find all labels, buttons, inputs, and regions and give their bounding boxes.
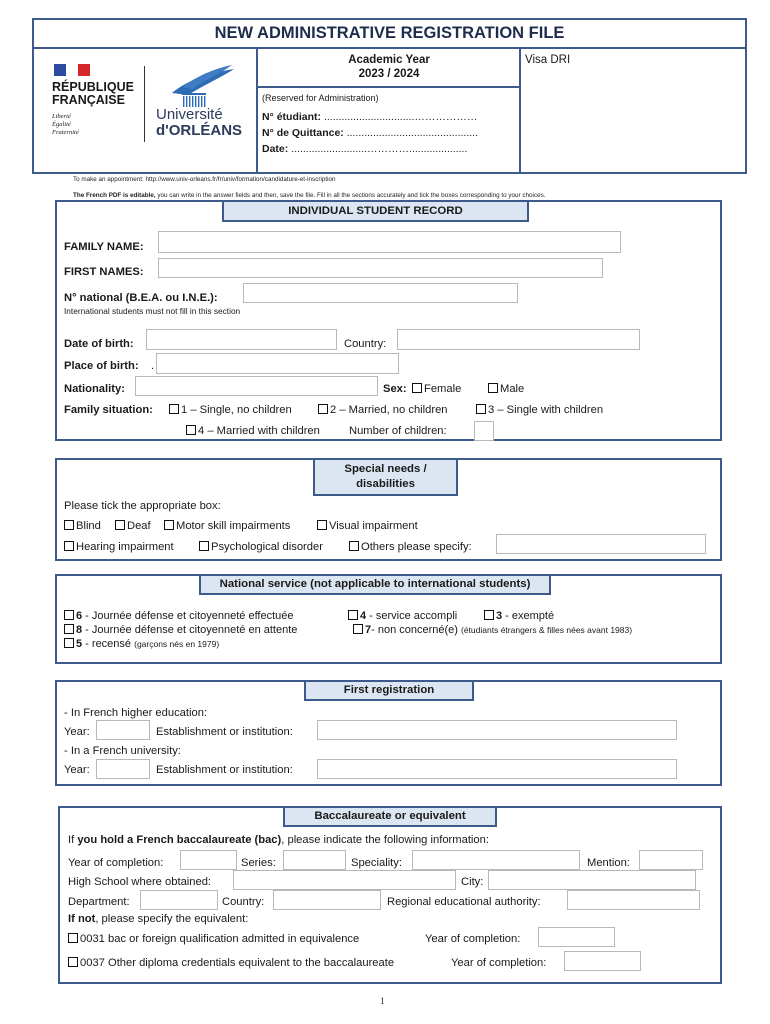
special-needs-title-line1: Special needs / bbox=[344, 463, 427, 476]
motor-checkbox[interactable] bbox=[164, 520, 174, 530]
sex-male-option[interactable] bbox=[488, 383, 524, 395]
male-checkbox[interactable] bbox=[488, 383, 498, 393]
service-option-6[interactable] bbox=[64, 610, 294, 622]
option-0037-year-label: Year of completion: bbox=[451, 957, 547, 969]
academic-year-label: Academic Year bbox=[348, 54, 430, 66]
date-dots: ..........................………….................... bbox=[291, 143, 468, 155]
university-emblem-icon bbox=[152, 63, 240, 109]
if-not-line bbox=[68, 913, 248, 925]
others-option[interactable] bbox=[349, 541, 472, 553]
university-year-field[interactable] bbox=[96, 759, 150, 779]
first-registration-title: First registration bbox=[304, 680, 474, 701]
service-7-num: 7 bbox=[365, 624, 372, 636]
university-establishment-label: Establishment or institution: bbox=[156, 764, 293, 776]
if-not-bold: If not bbox=[68, 913, 96, 925]
place-of-birth-label: Place of birth: bbox=[64, 360, 139, 372]
motor-option[interactable] bbox=[164, 520, 290, 532]
republique-logo bbox=[52, 64, 134, 137]
bac-year-label: Year of completion: bbox=[68, 857, 164, 869]
number-of-children-label: Number of children: bbox=[349, 425, 447, 437]
family-option-1[interactable] bbox=[169, 404, 292, 416]
family-option-2[interactable] bbox=[318, 404, 448, 416]
service-5-num: 5 bbox=[76, 638, 83, 650]
bac-series-label: Series: bbox=[241, 857, 276, 869]
sex-female-option[interactable] bbox=[412, 383, 461, 395]
page-title: NEW ADMINISTRATIVE REGISTRATION FILE bbox=[214, 24, 565, 42]
service-5-label: - recensé bbox=[82, 638, 132, 650]
motor-label: Motor skill impairments bbox=[176, 520, 291, 532]
deaf-option[interactable] bbox=[115, 520, 151, 532]
service-4-checkbox[interactable] bbox=[348, 610, 358, 620]
quittance-dots: ............................................. bbox=[346, 127, 478, 139]
appointment-note[interactable]: To make an appointment: http://www.univ-orleans.fr/fr/univ/formation/candidature-et-inscription bbox=[73, 176, 336, 183]
service-option-4[interactable] bbox=[348, 610, 457, 622]
service-4-label: - service accompli bbox=[366, 610, 458, 622]
bac-speciality-field[interactable] bbox=[412, 850, 580, 870]
special-needs-instruction: Please tick the appropriate box: bbox=[64, 500, 221, 512]
service-7-label: - non concerné(e) bbox=[371, 624, 458, 636]
student-number-line bbox=[262, 111, 477, 123]
option-0031[interactable] bbox=[68, 933, 359, 945]
family-option-1-label: 1 – Single, no children bbox=[181, 404, 292, 416]
service-option-8[interactable] bbox=[64, 624, 297, 636]
family-option-2-checkbox[interactable] bbox=[318, 404, 328, 414]
higher-ed-year-label: Year: bbox=[64, 726, 90, 738]
service-3-num: 3 bbox=[496, 610, 503, 622]
logo-separator bbox=[144, 66, 145, 142]
special-needs-title bbox=[313, 458, 458, 496]
academic-year-value: 2023 / 2024 bbox=[358, 68, 420, 80]
header-divider bbox=[256, 47, 258, 174]
female-label: Female bbox=[424, 383, 462, 395]
reserved-note: (Reserved for Administration) bbox=[262, 93, 379, 103]
page-number: 1 bbox=[380, 996, 385, 1006]
option-0037-label: 0037 Other diploma credentials equivalent to the baccalaureate bbox=[80, 957, 395, 969]
hearing-checkbox[interactable] bbox=[64, 541, 74, 551]
date-of-birth-label: Date of birth: bbox=[64, 338, 134, 350]
bac-speciality-label: Speciality: bbox=[351, 857, 402, 869]
family-name-field[interactable] bbox=[158, 231, 621, 253]
family-name-label: FAMILY NAME: bbox=[64, 241, 144, 253]
service-7-checkbox[interactable] bbox=[353, 624, 363, 634]
place-of-birth-field[interactable] bbox=[156, 353, 399, 374]
date-of-birth-field[interactable] bbox=[146, 329, 337, 350]
female-checkbox[interactable] bbox=[412, 383, 422, 393]
republique-line2: FRANÇAISE bbox=[52, 93, 125, 107]
quittance-label: N° de Quittance: bbox=[262, 127, 344, 139]
option-0031-year-label: Year of completion: bbox=[425, 933, 521, 945]
visa-label: Visa DRI bbox=[525, 54, 571, 66]
others-checkbox[interactable] bbox=[349, 541, 359, 551]
male-label: Male bbox=[500, 383, 525, 395]
pdf-note-text: you can write in the answer fields and then, save the file. Fill in all the sections accurately and tick the boxes corresponding to your choices. bbox=[155, 192, 546, 199]
family-option-3-checkbox[interactable] bbox=[476, 404, 486, 414]
family-option-4-checkbox[interactable] bbox=[186, 425, 196, 435]
family-option-2-label: 2 – Married, no children bbox=[330, 404, 448, 416]
bac-mention-label: Mention: bbox=[587, 857, 630, 869]
higher-ed-year-field[interactable] bbox=[96, 720, 150, 740]
pdf-note-bold: The French PDF is editable, bbox=[73, 192, 156, 199]
service-6-checkbox[interactable] bbox=[64, 610, 74, 620]
nationality-label: Nationality: bbox=[64, 383, 125, 395]
motto-line: Égalité bbox=[52, 121, 71, 128]
bac-intro-post: , please indicate the following information: bbox=[281, 834, 489, 846]
blind-option[interactable] bbox=[64, 520, 101, 532]
family-option-1-checkbox[interactable] bbox=[169, 404, 179, 414]
individual-section-title: INDIVIDUAL STUDENT RECORD bbox=[222, 200, 529, 222]
student-number-dots: ...............................……………… bbox=[323, 111, 478, 123]
first-names-field[interactable] bbox=[158, 258, 603, 278]
student-number-label: N° étudiant: bbox=[262, 111, 322, 123]
university-line1: Université bbox=[156, 106, 223, 123]
university-line2: d'ORLÉANS bbox=[156, 122, 243, 139]
visual-label: Visual impairment bbox=[329, 520, 418, 532]
psych-checkbox[interactable] bbox=[199, 541, 209, 551]
country-label: Country: bbox=[344, 338, 387, 350]
family-option-3-label: 3 – Single with children bbox=[488, 404, 604, 416]
hearing-label: Hearing impairment bbox=[76, 541, 174, 553]
number-of-children-field[interactable] bbox=[474, 421, 494, 441]
psych-option[interactable] bbox=[199, 541, 323, 553]
header-divider bbox=[256, 86, 521, 88]
service-6-label: - Journée défense et citoyenneté effectuée bbox=[82, 610, 294, 622]
city-field[interactable] bbox=[488, 870, 696, 890]
option-0031-year-field[interactable] bbox=[538, 927, 615, 947]
place-of-birth-suffix: . bbox=[151, 360, 155, 372]
university-establishment-field[interactable] bbox=[317, 759, 677, 779]
bac-country-label: Country: bbox=[222, 896, 265, 908]
option-0037-year-field[interactable] bbox=[564, 951, 641, 971]
family-situation-label: Family situation: bbox=[64, 404, 153, 416]
others-specify-field[interactable] bbox=[496, 534, 706, 554]
higher-ed-label: - In French higher education: bbox=[64, 707, 208, 719]
national-number-field[interactable] bbox=[243, 283, 518, 303]
national-service-title: National service (not applicable to international students) bbox=[199, 574, 551, 595]
bac-intro-bold: you hold a French baccalaureate (bac) bbox=[77, 834, 282, 846]
department-field[interactable] bbox=[140, 890, 218, 910]
city-label: City: bbox=[461, 876, 484, 888]
bac-intro bbox=[68, 834, 489, 846]
university-logo bbox=[152, 63, 243, 145]
service-7-note: (étudiants étrangers & filles nées avant 1983) bbox=[461, 625, 633, 635]
option-0031-label: 0031 bac or foreign qualification admitted in equivalence bbox=[80, 933, 360, 945]
service-option-7[interactable] bbox=[353, 624, 632, 636]
if-not-rest: , please specify the equivalent: bbox=[95, 913, 249, 925]
high-school-label: High School where obtained: bbox=[68, 876, 212, 888]
higher-ed-establishment-field[interactable] bbox=[317, 720, 677, 740]
bac-country-field[interactable] bbox=[273, 890, 381, 910]
national-number-label: N° national (B.E.A. ou I.N.E.): bbox=[64, 292, 218, 304]
bac-year-field[interactable] bbox=[180, 850, 237, 870]
date-label: Date: bbox=[262, 143, 289, 155]
motto-line: Fraternité bbox=[52, 129, 79, 136]
deaf-checkbox[interactable] bbox=[115, 520, 125, 530]
regional-authority-field[interactable] bbox=[567, 890, 700, 910]
republique-line1: RÉPUBLIQUE bbox=[52, 80, 134, 94]
service-3-label: - exempté bbox=[502, 610, 555, 622]
department-label: Department: bbox=[68, 896, 130, 908]
option-0037[interactable] bbox=[68, 957, 394, 969]
university-year-label: Year: bbox=[64, 764, 90, 776]
service-5-checkbox[interactable] bbox=[64, 638, 74, 648]
visual-checkbox[interactable] bbox=[317, 520, 327, 530]
service-4-num: 4 bbox=[360, 610, 367, 622]
header-title-box bbox=[32, 18, 747, 49]
quittance-line bbox=[262, 127, 478, 139]
hearing-option[interactable] bbox=[64, 541, 174, 553]
motto-line: Liberté bbox=[52, 113, 71, 120]
blind-label: Blind bbox=[76, 520, 101, 532]
bac-series-field[interactable] bbox=[283, 850, 346, 870]
option-0037-checkbox[interactable] bbox=[68, 957, 78, 967]
service-8-num: 8 bbox=[76, 624, 83, 636]
bac-intro-pre: If bbox=[68, 834, 78, 846]
first-names-label: FIRST NAMES: bbox=[64, 266, 144, 278]
psych-label: Psychological disorder bbox=[211, 541, 323, 553]
deaf-label: Deaf bbox=[127, 520, 151, 532]
sex-label: Sex: bbox=[383, 383, 407, 395]
service-3-checkbox[interactable] bbox=[484, 610, 494, 620]
university-label: - In a French university: bbox=[64, 745, 181, 757]
family-option-4[interactable] bbox=[186, 425, 320, 437]
special-needs-title-line2: disabilities bbox=[356, 478, 415, 490]
bac-mention-field[interactable] bbox=[639, 850, 703, 870]
regional-authority-label: Regional educational authority: bbox=[387, 896, 541, 908]
family-option-4-label: 4 – Married with children bbox=[198, 425, 320, 437]
option-0031-checkbox[interactable] bbox=[68, 933, 78, 943]
family-option-3[interactable] bbox=[476, 404, 603, 416]
pdf-note bbox=[73, 192, 546, 199]
date-line bbox=[262, 143, 467, 155]
bac-title: Baccalaureate or equivalent bbox=[283, 806, 497, 827]
service-5-note: (garçons nés en 1979) bbox=[134, 639, 220, 649]
national-number-note: International students must not fill in this section bbox=[64, 306, 241, 316]
service-option-3[interactable] bbox=[484, 610, 554, 622]
service-6-num: 6 bbox=[76, 610, 83, 622]
high-school-field[interactable] bbox=[233, 870, 456, 890]
higher-ed-establishment-label: Establishment or institution: bbox=[156, 726, 293, 738]
service-8-checkbox[interactable] bbox=[64, 624, 74, 634]
blind-checkbox[interactable] bbox=[64, 520, 74, 530]
service-8-label: - Journée défense et citoyenneté en attente bbox=[82, 624, 298, 636]
header-divider bbox=[519, 47, 521, 174]
service-option-5[interactable] bbox=[64, 638, 219, 650]
others-label: Others please specify: bbox=[361, 541, 472, 553]
nationality-field[interactable] bbox=[135, 376, 378, 396]
country-field[interactable] bbox=[397, 329, 640, 350]
visual-option[interactable] bbox=[317, 520, 418, 532]
